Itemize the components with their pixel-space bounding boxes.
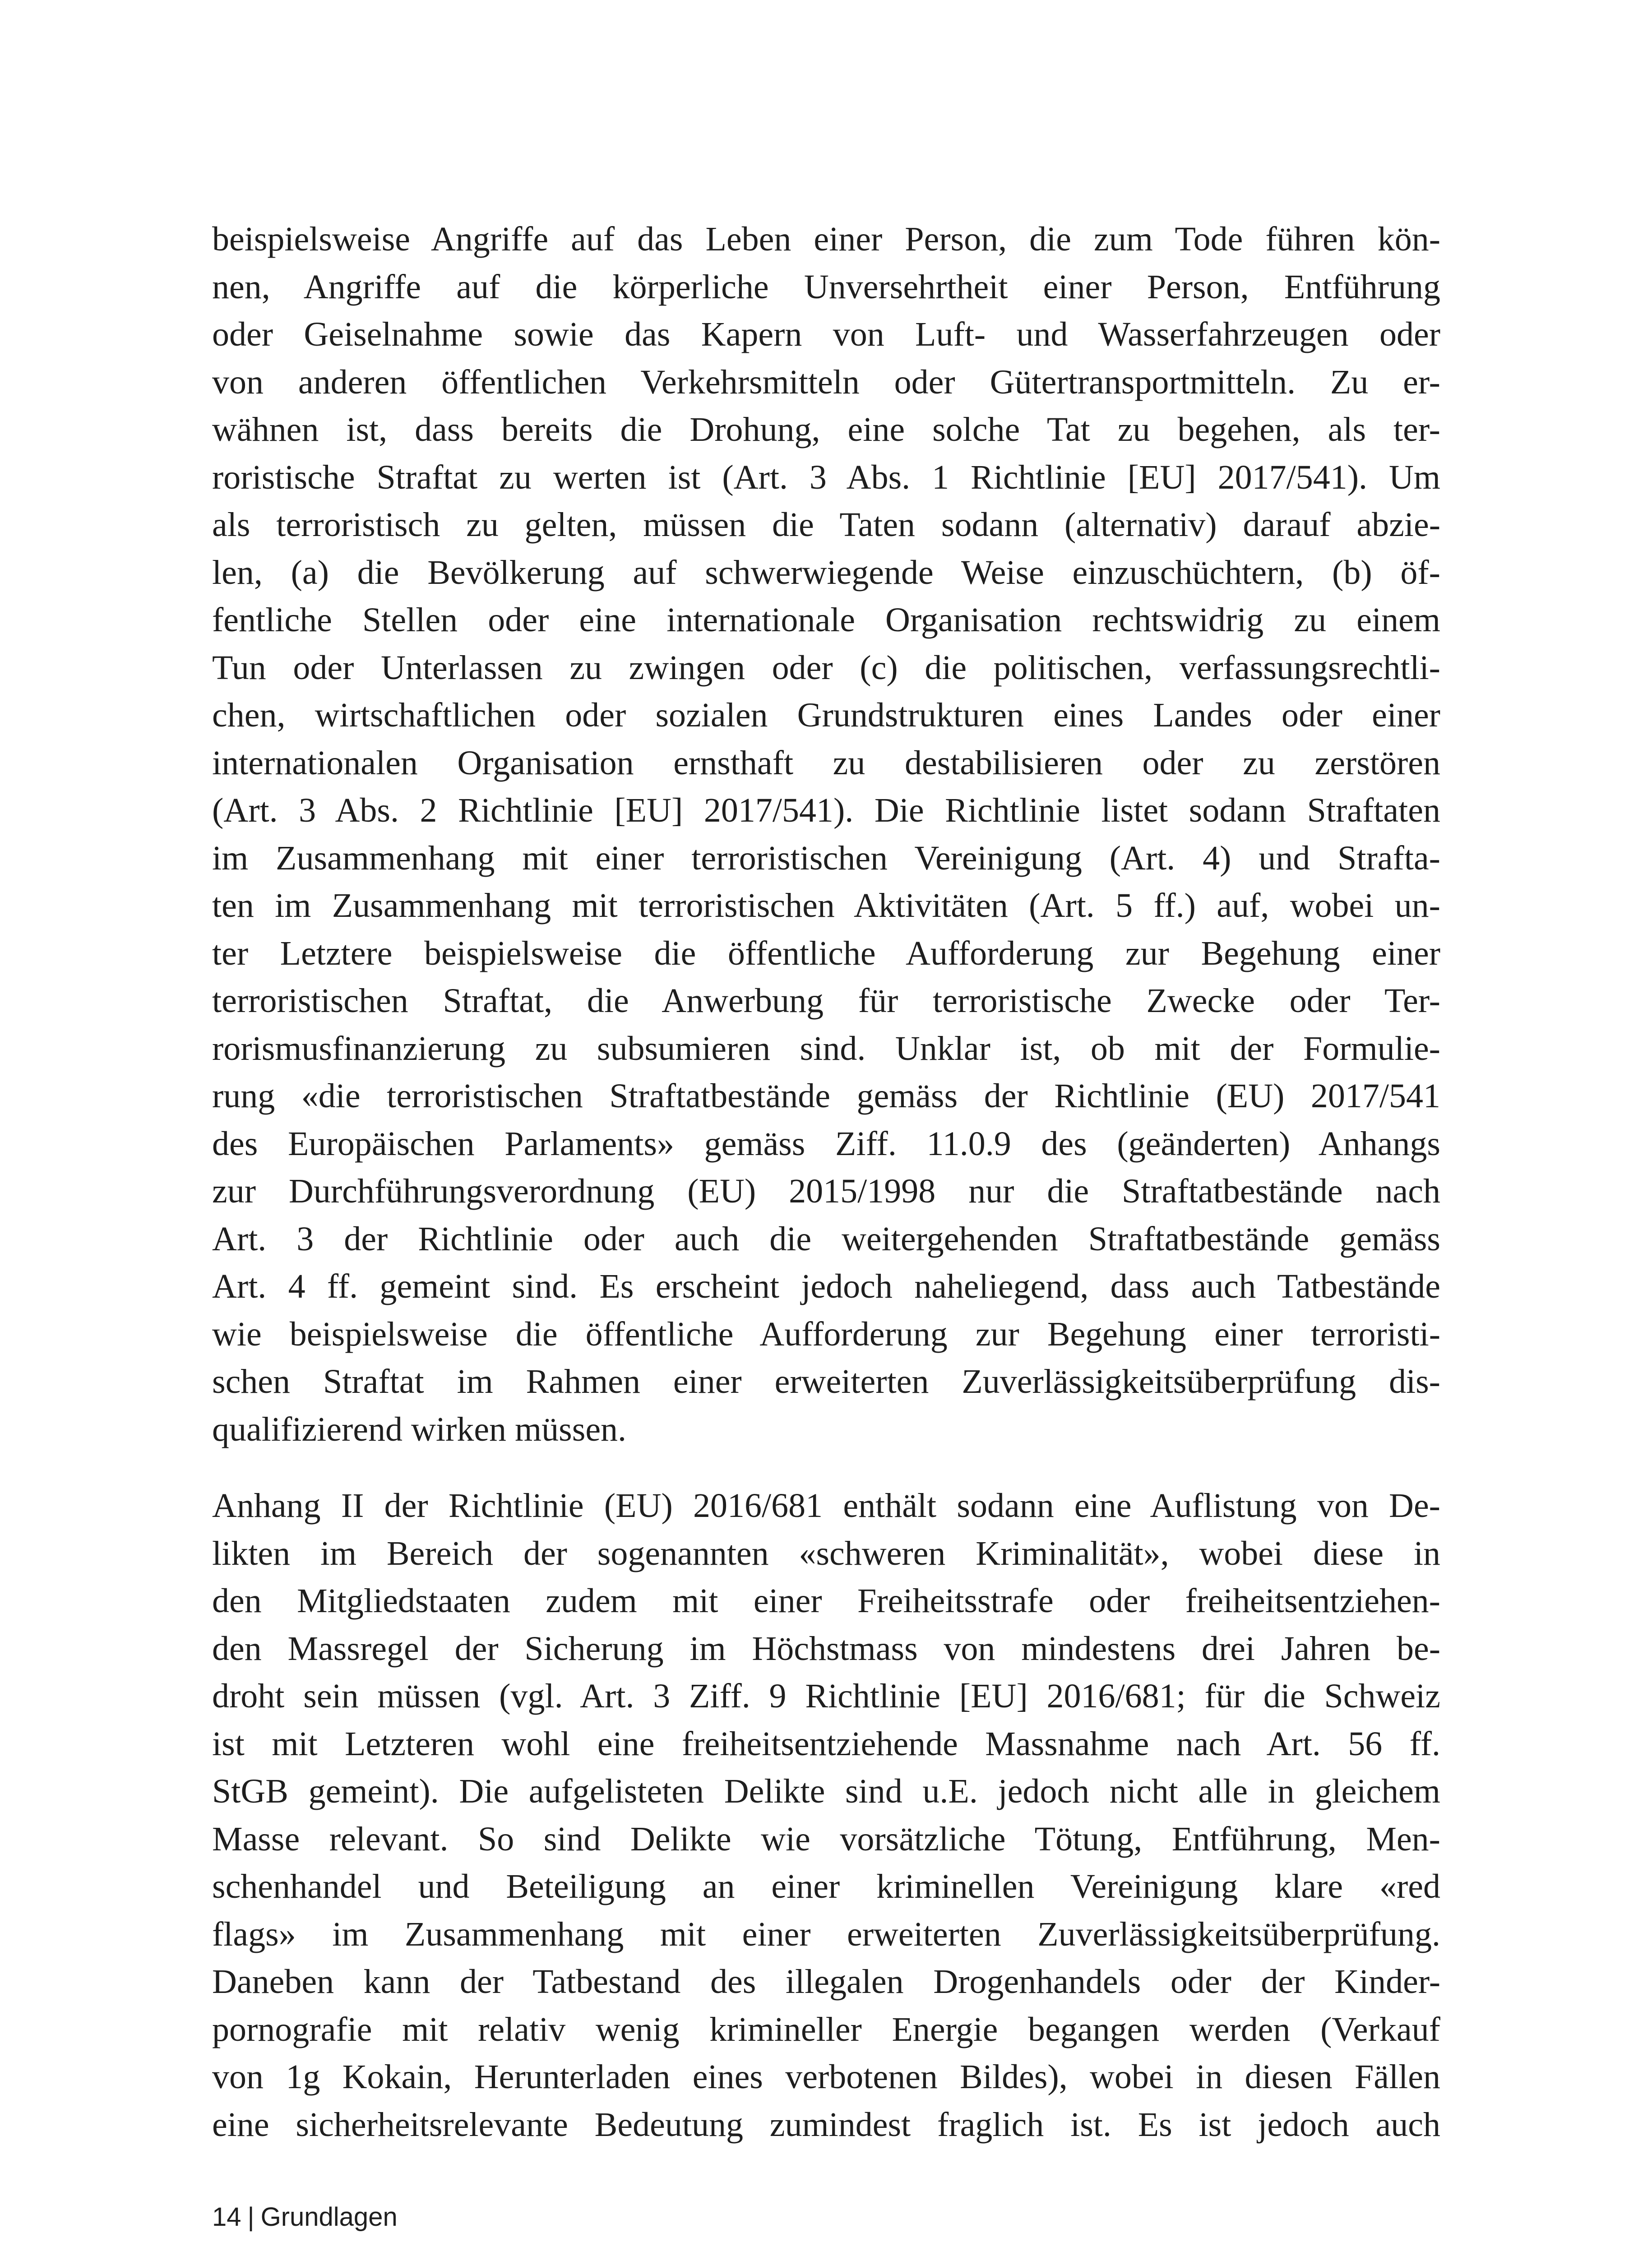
paragraph-2: [212, 1482, 1440, 2149]
text-line: Tun oder Unterlassen zu zwingen oder (c) die politischen, verfassungsrechtli-: [212, 648, 1440, 687]
text-line: qualifizierend wirken müssen.: [212, 1410, 627, 1448]
text-line: StGB gemeint). Die aufgelisteten Delikte sind u.E. jedoch nicht alle in gleichem: [212, 1772, 1440, 1810]
section-title: Grundlagen: [260, 2202, 398, 2232]
text-line: schen Straftat im Rahmen einer erweiterten Zuverlässigkeitsüberprüfung dis-: [212, 1363, 1440, 1401]
text-line: zur Durchführungsverordnung (EU) 2015/1998 nur die Straftatbestände nach: [212, 1172, 1440, 1210]
text-line: als terroristisch zu gelten, müssen die Taten sodann (alternativ) darauf abzie-: [212, 506, 1440, 544]
text-line: wie beispielsweise die öffentliche Aufforderung zur Begehung einer terroristi-: [212, 1315, 1440, 1353]
text-line: den Massregel der Sicherung im Höchstmass von mindestens drei Jahren be-: [212, 1629, 1440, 1668]
text-line: rung «die terroristischen Straftatbestände gemäss der Richtlinie (EU) 2017/541: [212, 1077, 1440, 1115]
text-line: Art. 4 ff. gemeint sind. Es erscheint jedoch naheliegend, dass auch Tatbestände: [212, 1267, 1440, 1305]
text-line: fentliche Stellen oder eine internationale Organisation rechtswidrig zu einem: [212, 601, 1440, 639]
text-line: Art. 3 der Richtlinie oder auch die weitergehenden Straftatbestände gemäss: [212, 1220, 1440, 1258]
text-line: von anderen öffentlichen Verkehrsmitteln oder Gütertransportmitteln. Zu er-: [212, 363, 1440, 401]
text-line: den Mitgliedstaaten zudem mit einer Freiheitsstrafe oder freiheitsentziehen-: [212, 1582, 1440, 1620]
text-line: Anhang II der Richtlinie (EU) 2016/681 enthält sodann eine Auflistung von De-: [212, 1487, 1440, 1525]
paragraph-spacer: [212, 1453, 1440, 1482]
text-line: roristische Straftat zu werten ist (Art. 3 Abs. 1 Richtlinie [EU] 2017/541). Um: [212, 458, 1440, 496]
text-line: flags» im Zusammenhang mit einer erweiterten Zuverlässigkeitsüberprüfung.: [212, 1915, 1440, 1953]
text-line: Daneben kann der Tatbestand des illegalen Drogenhandels oder der Kinder-: [212, 1963, 1440, 2001]
paragraph-1: [212, 216, 1440, 1453]
text-line: pornografie mit relativ wenig krimineller Energie begangen werden (Verkauf: [212, 2010, 1440, 2048]
page-number: 14: [212, 2202, 241, 2232]
text-line: im Zusammenhang mit einer terroristischen Vereinigung (Art. 4) und Strafta-: [212, 839, 1440, 877]
text-line: des Europäischen Parlaments» gemäss Ziff. 11.0.9 des (geänderten) Anhangs: [212, 1124, 1440, 1163]
text-line: wähnen ist, dass bereits die Drohung, eine solche Tat zu begehen, als ter-: [212, 411, 1440, 448]
text-line: internationalen Organisation ernsthaft zu destabilisieren oder zu zerstören: [212, 744, 1440, 782]
text-line: ter Letztere beispielsweise die öffentliche Aufforderung zur Begehung einer: [212, 934, 1440, 972]
text-line: beispielsweise Angriffe auf das Leben einer Person, die zum Tode führen kön-: [212, 220, 1440, 258]
page-footer: [212, 2202, 398, 2232]
text-line: ist mit Letzteren wohl eine freiheitsentziehende Massnahme nach Art. 56 ff.: [212, 1724, 1440, 1763]
text-line: von 1g Kokain, Herunterladen eines verbotenen Bildes), wobei in diesen Fällen: [212, 2058, 1440, 2096]
text-line: terroristischen Straftat, die Anwerbung für terroristische Zwecke oder Ter-: [212, 982, 1440, 1020]
text-line: schenhandel und Beteiligung an einer kriminellen Vereinigung klare «red: [212, 1868, 1440, 1905]
text-line: Masse relevant. So sind Delikte wie vorsätzliche Tötung, Entführung, Men-: [212, 1820, 1440, 1858]
text-line: eine sicherheitsrelevante Bedeutung zumindest fraglich ist. Es ist jedoch auch: [212, 2105, 1440, 2144]
text-line: (Art. 3 Abs. 2 Richtlinie [EU] 2017/541). Die Richtlinie listet sodann Straftaten: [212, 791, 1440, 829]
body-text: [212, 216, 1440, 2149]
text-line: oder Geiselnahme sowie das Kapern von Luft- und Wasserfahrzeugen oder: [212, 315, 1440, 353]
text-line: nen, Angriffe auf die körperliche Unversehrtheit einer Person, Entführung: [212, 268, 1440, 306]
text-line: ten im Zusammenhang mit terroristischen Aktivitäten (Art. 5 ff.) auf, wobei un-: [212, 887, 1440, 925]
text-line: droht sein müssen (vgl. Art. 3 Ziff. 9 Richtlinie [EU] 2016/681; für die Schweiz: [212, 1677, 1440, 1715]
text-line: len, (a) die Bevölkerung auf schwerwiegende Weise einzuschüchtern, (b) öf-: [212, 553, 1440, 592]
text-line: likten im Bereich der sogenannten «schweren Kriminalität», wobei diese in: [212, 1534, 1440, 1572]
footer-separator: |: [247, 2202, 255, 2232]
text-line: rorismusfinanzierung zu subsumieren sind. Unklar ist, ob mit der Formulie-: [212, 1029, 1440, 1068]
text-line: chen, wirtschaftlichen oder sozialen Grundstrukturen eines Landes oder einer: [212, 696, 1440, 734]
